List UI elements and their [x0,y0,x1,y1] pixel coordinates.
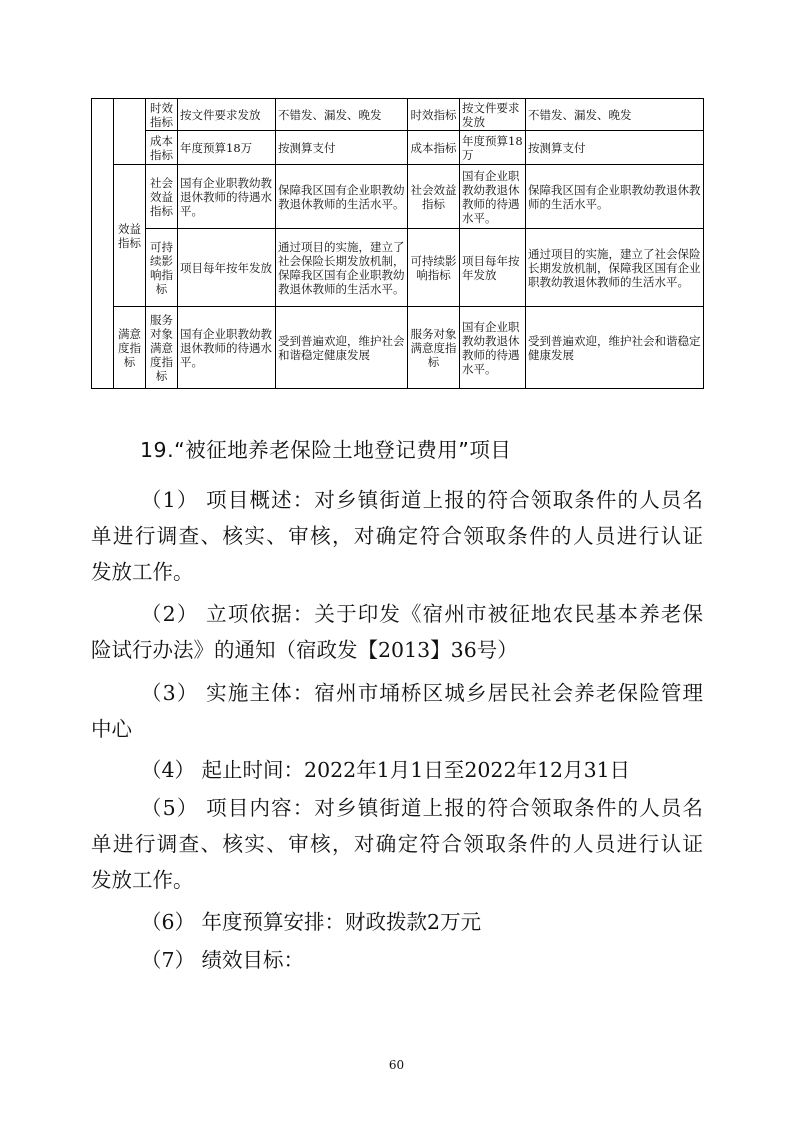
table-cell [92,99,114,389]
indicator-name-cell: 时效指标 [408,99,460,131]
indicator-name-cell: 可持续影响指标 [408,229,460,307]
indicator-name-cell: 社会效益指标 [408,165,460,229]
text-line: （6） 年度预算安排：财政拨款2万元 [141,910,482,934]
text-line: （2） 立项依据：关于印发《宿州市被征地农民基本养老保 [141,602,703,626]
text-line: （3） 实施主体：宿州市埇桥区城乡居民社会养老保险管理 [141,681,703,705]
text-line: 单进行调查、核实、审核，对确定符合领取条件的人员进行认证 [91,832,703,856]
indicator-value-cell: 按文件要求发放 [460,99,526,131]
indicator-value-cell: 国有企业职教幼教退休教师的待遇水平。 [460,165,526,229]
text-line: 发放工作。 [91,560,194,584]
paragraph-implementer [91,675,703,747]
indicator-standard-cell: 不错发、漏发、晚发 [526,99,704,131]
text-line: 发放工作。 [91,868,194,892]
indicator-standard-cell: 保障我区国有企业职教幼教退休教师的生活水平。 [276,165,408,229]
indicator-value-cell: 年度预算18万 [460,131,526,165]
indicator-name-cell: 成本指标 [408,131,460,165]
indicator-standard-cell: 通过项目的实施，建立了社会保险长期发放机制，保障我区国有企业职教幼教退休教师的生活水平。 [526,229,704,307]
text-line: （5） 项目内容：对乡镇街道上报的符合领取条件的人员名 [141,796,703,820]
indicator-value-cell: 项目每年按年发放 [460,229,526,307]
paragraph-goals [91,942,703,978]
text-line: （1） 项目概述：对乡镇街道上报的符合领取条件的人员名 [141,488,703,512]
paragraph-basis [91,596,703,668]
table-row [92,307,704,389]
indicator-standard-cell: 受到普遍欢迎，维护社会和谐稳定健康发展 [526,307,704,389]
indicator-standard-cell: 保障我区国有企业职教幼教退休教师的生活水平。 [526,165,704,229]
performance-table [91,98,704,389]
indicator-name-cell: 社会效益指标 [146,165,178,229]
indicator-value-cell: 国有企业职教幼教退休教师的待遇水平。 [178,307,276,389]
text-line: 单进行调查、核实、审核，对确定符合领取条件的人员进行认证 [91,524,703,548]
indicator-name-cell: 成本指标 [146,131,178,165]
indicator-name-cell: 时效指标 [146,99,178,131]
indicator-name-cell: 服务对象满意度指标 [408,307,460,389]
indicator-name-cell: 可持续影响指标 [146,229,178,307]
text-line: 中心 [91,717,132,741]
indicator-standard-cell: 不错发、漏发、晚发 [276,99,408,131]
indicator-standard-cell: 通过项目的实施，建立了社会保险长期发放机制，保障我区国有企业职教幼教退休教师的生活水平。 [276,229,408,307]
paragraph-content [91,790,703,898]
indicator-value-cell: 项目每年按年发放 [178,229,276,307]
text-line: 险试行办法》的通知（宿政发【2013】36号） [91,638,518,662]
indicator-standard-cell: 受到普遍欢迎，维护社会和谐稳定健康发展 [276,307,408,389]
table-row [92,165,704,229]
indicator-value-cell: 国有企业职教幼教退休教师的待遇水平。 [460,307,526,389]
category-cell: 满意度指标 [114,307,146,389]
table-cell [114,99,146,165]
paragraph-budget [91,904,703,940]
indicator-value-cell: 按文件要求发放 [178,99,276,131]
category-cell: 效益指标 [114,165,146,307]
text-line: （4） 起止时间：2022年1月1日至2022年12月31日 [141,758,631,782]
table-row [92,131,704,165]
indicator-value-cell: 国有企业职教幼教退休教师的待遇水平。 [178,165,276,229]
table-row [92,99,704,131]
indicator-value-cell: 年度预算18万 [178,131,276,165]
section-heading: 19.“被征地养老保险土地登记费用”项目 [140,438,512,462]
indicator-name-cell: 服务对象满意度指标 [146,307,178,389]
paragraph-overview [91,482,703,590]
page-number: 60 [388,1058,405,1072]
indicator-standard-cell: 按测算支付 [526,131,704,165]
indicator-standard-cell: 按测算支付 [276,131,408,165]
paragraph-period [91,752,703,788]
text-line: （7） 绩效目标： [141,948,305,972]
table-row [92,229,704,307]
